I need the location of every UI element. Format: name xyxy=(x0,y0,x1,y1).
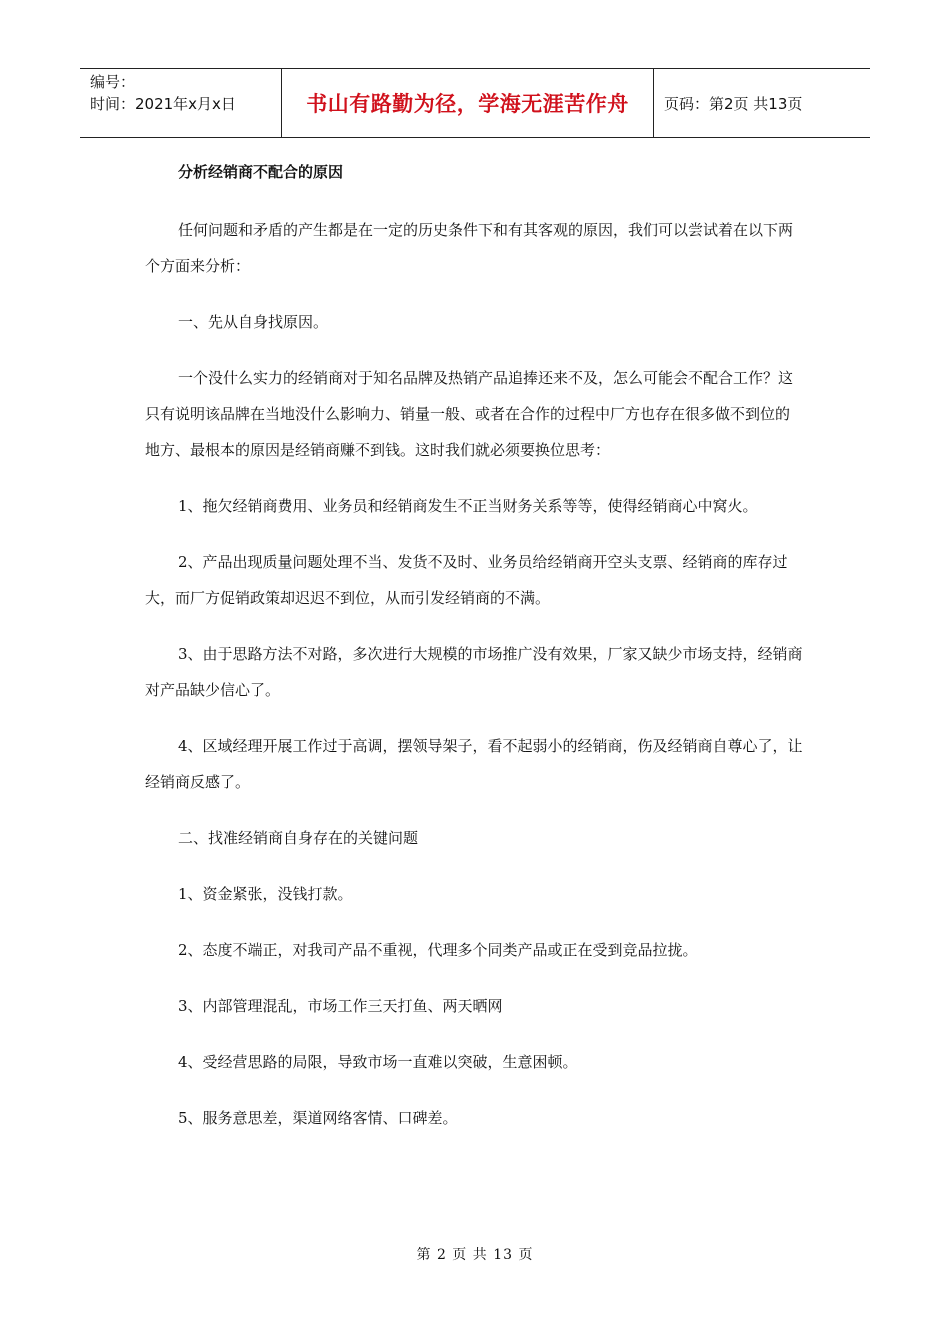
list-item: 2、态度不端正，对我司产品不重视，代理多个同类产品或正在受到竞品拉拢。 xyxy=(178,941,698,959)
heading-self-causes: 一、先从自身找原因。 xyxy=(178,313,329,331)
paragraph: 一个没什么实力的经销商对于知名品牌及热销产品追捧还来不及，怎么可能会不配合工作？这只有说明该品牌在当地没什么影响力、销量一般、或者在合作的过程中厂方也存在很多做不到位的地方、最根本的原因是经销商赚不到钱。这时我们就必须要换位思考： xyxy=(145,369,794,459)
header-motto: 书山有路勤为径，学海无涯苦作舟 xyxy=(282,69,654,137)
list-item: 3、由于思路方法不对路，多次进行大规模的市场推广没有效果，厂家又缺少市场支持，经销商对产品缺少信心了。 xyxy=(145,645,803,699)
paragraph: 任何问题和矛盾的产生都是在一定的历史条件下和有其客观的原因，我们可以尝试着在以下两个方面来分析： xyxy=(145,221,794,275)
list-item: 3、内部管理混乱，市场工作三天打鱼、两天晒网 xyxy=(178,997,503,1015)
heading-dealer-problems: 二、找准经销商自身存在的关键问题 xyxy=(178,829,419,847)
section-title: 分析经销商不配合的原因 xyxy=(178,163,344,181)
list-item: 4、受经营思路的局限，导致市场一直难以突破，生意困顿。 xyxy=(178,1053,578,1071)
list-item: 1、拖欠经销商费用、业务员和经销商发生不正当财务关系等等，使得经销商心中窝火。 xyxy=(178,497,758,515)
header-page-label: 页码：第2页 共13页 xyxy=(664,94,803,113)
time-label: 时间：2021年x月x日 xyxy=(90,95,236,113)
list-item: 2、产品出现质量问题处理不当、发货不及时、业务员给经销商开空头支票、经销商的库存过大，而厂方促销政策却迟迟不到位，从而引发经销商的不满。 xyxy=(145,553,788,607)
document-body xyxy=(145,152,803,1136)
list-item: 1、资金紧张，没钱打款。 xyxy=(178,885,353,903)
page-header xyxy=(80,68,870,138)
header-meta xyxy=(80,69,282,137)
number-label: 编号： xyxy=(90,73,136,91)
page-footer: 第 2 页 共 13 页 xyxy=(416,1247,534,1263)
list-item: 5、服务意思差，渠道网络客情、口碑差。 xyxy=(178,1109,458,1127)
list-item: 4、区域经理开展工作过于高调，摆领导架子，看不起弱小的经销商，伤及经销商自尊心了，让经销商反感了。 xyxy=(145,737,803,791)
